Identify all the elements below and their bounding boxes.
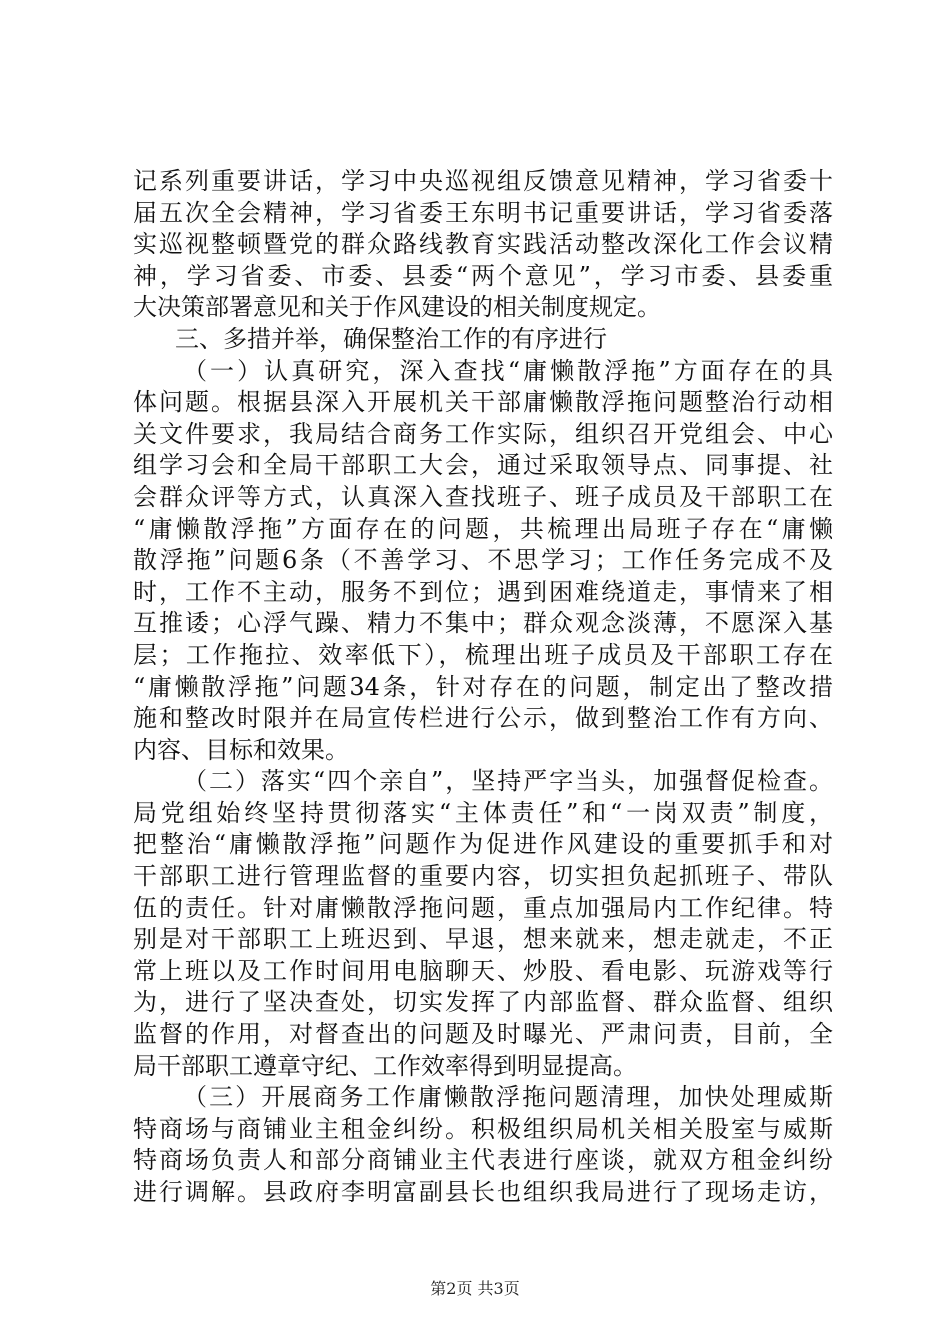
- text-line: 常上班以及工作时间用电脑聊天、炒股、看电影、玩游戏等行: [133, 956, 833, 985]
- text-line: 施和整改时限并在局宣传栏进行公示，做到整治工作有方向、: [133, 704, 833, 733]
- text-line: 伍的责任。针对庸懒散浮拖问题，重点加强局内工作纪律。特: [133, 893, 833, 922]
- text-line: 特商场与商铺业主租金纠纷。积极组织局机关相关股室与威斯: [133, 1114, 833, 1143]
- text-line: 关文件要求，我局结合商务工作实际，组织召开党组会、中心: [133, 419, 833, 448]
- text-line: 实巡视整顿暨党的群众路线教育实践活动整改深化工作会议精: [133, 230, 833, 259]
- text-line: 特商场负责人和部分商铺业主代表进行座谈，就双方租金纠纷: [133, 1146, 833, 1175]
- text-line: （三）开展商务工作庸懒散浮拖问题清理，加快处理威斯: [183, 1083, 833, 1112]
- text-line: 组学习会和全局干部职工大会，通过采取领导点、同事提、社: [133, 451, 833, 480]
- text-line: （一）认真研究，深入查找“庸懒散浮拖”方面存在的具: [183, 356, 833, 385]
- text-line: 大决策部署意见和关于作风建设的相关制度规定。: [133, 293, 661, 322]
- text-line: 局干部职工遵章守纪、工作效率得到明显提高。: [133, 1051, 637, 1080]
- text-line: 干部职工进行管理监督的重要内容，切实担负起抓班子、带队: [133, 862, 833, 891]
- text-line: 进行调解。县政府李明富副县长也组织我局进行了现场走访，: [133, 1178, 833, 1206]
- text-line: 为，进行了坚决查处，切实发挥了内部监督、群众监督、组织: [133, 988, 833, 1017]
- text-line: 散浮拖”问题6条（不善学习、不思学习；工作任务完成不及: [133, 546, 833, 575]
- text-line: 监督的作用，对督查出的问题及时曝光、严肃问责，目前，全: [133, 1020, 833, 1049]
- text-line: 互推诿；心浮气躁、精力不集中；群众观念淡薄，不愿深入基: [133, 609, 833, 638]
- text-line: 届五次全会精神，学习省委王东明书记重要讲话，学习省委落: [133, 198, 833, 227]
- text-line: 会群众评等方式，认真深入查找班子、班子成员及干部职工在: [133, 482, 833, 511]
- text-line: 内容、目标和效果。: [133, 735, 349, 764]
- text-line: “庸懒散浮拖”问题34条，针对存在的问题，制定出了整改措: [133, 672, 833, 701]
- page-footer: 第2页 共3页: [430, 1279, 520, 1298]
- text-line: （二）落实“四个亲自”，坚持严字当头，加强督促检查。: [183, 767, 833, 796]
- text-line: 层；工作拖拉、效率低下），梳理出班子成员及干部职工存在: [133, 640, 833, 669]
- text-line: 时，工作不主动，服务不到位；遇到困难绕道走，事情来了相: [133, 577, 833, 606]
- text-line: 三、多措并举，确保整治工作的有序进行: [175, 324, 607, 353]
- text-line: “庸懒散浮拖”方面存在的问题，共梳理出局班子存在“庸懒: [133, 514, 833, 543]
- text-line: 体问题。根据县深入开展机关干部庸懒散浮拖问题整治行动相: [133, 388, 833, 417]
- text-line: 记系列重要讲话，学习中央巡视组反馈意见精神，学习省委十: [133, 167, 833, 195]
- document-body: [133, 166, 833, 1209]
- text-line: 别是对干部职工上班迟到、早退，想来就来，想走就走，不正: [133, 925, 833, 954]
- text-line: 把整治“庸懒散浮拖”问题作为促进作风建设的重要抓手和对: [133, 830, 833, 859]
- text-line: 局党组始终坚持贯彻落实“主体责任”和“一岗双责”制度，: [133, 798, 833, 827]
- text-line: 神，学习省委、市委、县委“两个意见”，学习市委、县委重: [133, 261, 833, 290]
